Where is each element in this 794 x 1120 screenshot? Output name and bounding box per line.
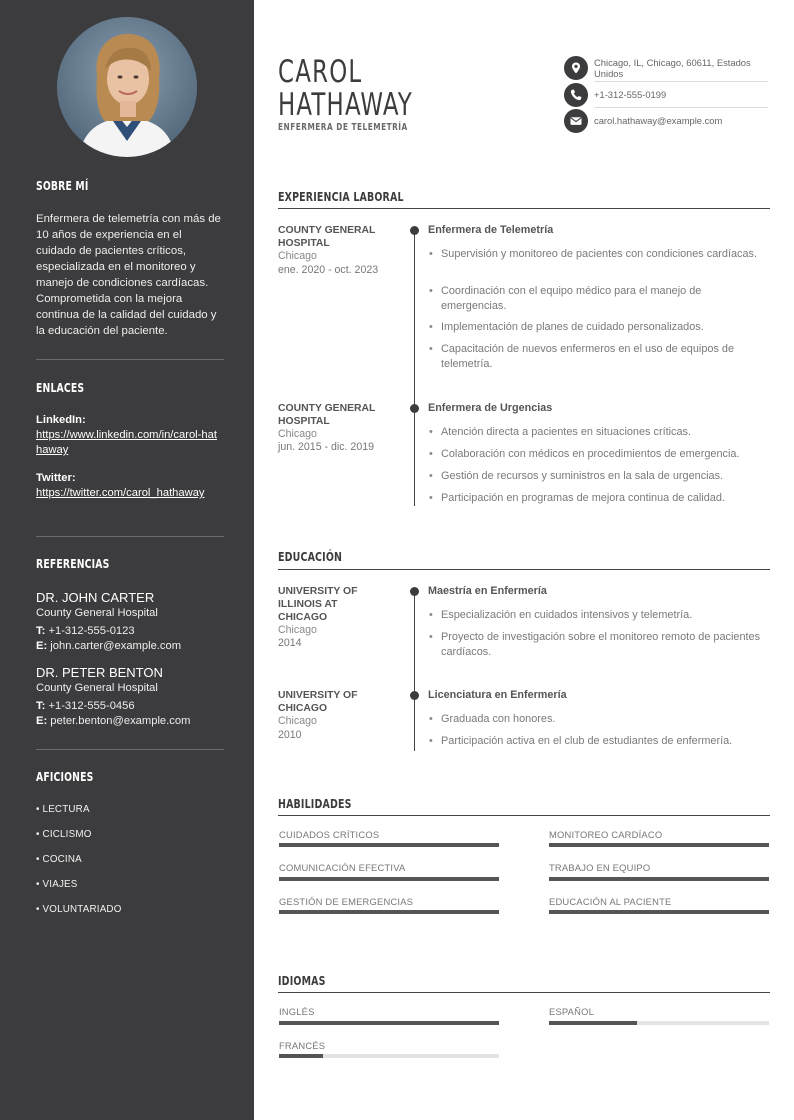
contact-address: Chicago, IL, Chicago, 60611, Estados Unidos	[594, 57, 751, 79]
timeline-dot	[410, 587, 419, 596]
skill-bar	[549, 910, 769, 914]
sidebar-divider	[36, 536, 224, 537]
phone-icon	[564, 83, 588, 107]
job-role: ENFERMERA DE TELEMETRÍA	[278, 122, 408, 133]
skill-bar	[279, 910, 499, 914]
skill-bar-fill	[549, 910, 769, 914]
skill-bar	[549, 877, 769, 881]
timeline-dot	[410, 226, 419, 235]
sidebar-divider	[36, 359, 224, 360]
degree-bullet: • Participación activa en el club de estudiantes de enfermería.	[428, 734, 768, 749]
reference-name: DR. JOHN CARTER	[36, 590, 155, 605]
about-heading: SOBRE MÍ	[36, 179, 89, 193]
language-label: INGLÉS	[279, 1006, 315, 1017]
reference-phone	[36, 625, 135, 637]
reference-org: County General Hospital	[36, 607, 158, 619]
twitter-label: Twitter:	[36, 472, 76, 484]
skills-heading: HABILIDADES	[278, 796, 352, 811]
phone-label: T:	[36, 700, 46, 712]
reference-email-value: john.carter@example.com	[50, 640, 182, 652]
languages-heading: IDIOMAS	[278, 973, 326, 988]
school-name: UNIVERSITY OF ILLINOIS AT CHICAGO	[278, 586, 358, 623]
contact-divider	[594, 107, 768, 108]
contact-email: carol.hathaway@example.com	[594, 115, 723, 126]
job-title: Enfermera de Urgencias	[428, 402, 553, 414]
language-bar-fill	[549, 1021, 637, 1025]
section-rule	[278, 208, 770, 209]
skill-bar	[549, 843, 769, 847]
language-bar-fill	[279, 1021, 499, 1025]
skill-bar-fill	[549, 843, 769, 847]
language-bar	[279, 1054, 499, 1058]
reference-email	[36, 715, 190, 727]
employer-city: Chicago	[278, 428, 317, 440]
section-rule	[278, 569, 770, 570]
email-label: E:	[36, 715, 48, 727]
experience-timeline	[414, 230, 415, 506]
skill-label: MONITOREO CARDÍACO	[549, 829, 663, 840]
email-label: E:	[36, 640, 48, 652]
experience-heading: EXPERIENCIA LABORAL	[278, 189, 404, 204]
references-heading: REFERENCIAS	[36, 557, 110, 571]
language-label: FRANCÉS	[279, 1040, 326, 1051]
employment-dates: ene. 2020 - oct. 2023	[278, 264, 379, 276]
language-bar	[279, 1021, 499, 1025]
hobbies-heading: AFICIONES	[36, 770, 94, 784]
skill-label: CUIDADOS CRÍTICOS	[279, 829, 380, 840]
employer-city: Chicago	[278, 250, 317, 262]
links-heading: ENLACES	[36, 381, 85, 395]
job-bullet: • Participación en programas de mejora continua de calidad.	[428, 491, 768, 506]
job-bullet: • Implementación de planes de cuidado personalizados.	[428, 320, 768, 335]
job-title: Enfermera de Telemetría	[428, 224, 554, 236]
skill-label: COMUNICACIÓN EFECTIVA	[279, 862, 406, 873]
profile-photo	[57, 17, 197, 157]
school-name: UNIVERSITY OF CHICAGO	[278, 690, 358, 714]
skill-bar	[279, 843, 499, 847]
section-rule	[278, 815, 770, 816]
employer-name: COUNTY GENERAL HOSPITAL	[278, 403, 376, 427]
degree-bullet: • Proyecto de investigación sobre el monitoreo remoto de pacientes cardíacos.	[428, 630, 768, 660]
education-heading: EDUCACIÓN	[278, 549, 343, 564]
contact-phone: +1-312-555-0199	[594, 89, 667, 100]
phone-label: T:	[36, 625, 46, 637]
hobby-item: • VOLUNTARIADO	[36, 904, 122, 915]
sidebar	[0, 0, 254, 1120]
skill-bar-fill	[279, 843, 499, 847]
skill-label: TRABAJO EN EQUIPO	[549, 862, 651, 873]
language-bar	[549, 1021, 769, 1025]
degree-title: Licenciatura en Enfermería	[428, 689, 567, 701]
contact-divider	[594, 81, 768, 82]
skill-label: GESTIÓN DE EMERGENCIAS	[279, 896, 414, 907]
employment-dates: jun. 2015 - dic. 2019	[278, 441, 375, 453]
location-pin-icon	[564, 56, 588, 80]
sidebar-divider	[36, 749, 224, 750]
first-name: CAROL	[278, 54, 363, 90]
language-bar-fill	[279, 1054, 323, 1058]
job-bullet: • Atención directa a pacientes en situaciones críticas.	[428, 425, 768, 440]
language-label: ESPAÑOL	[549, 1006, 594, 1017]
graduation-year: 2010	[278, 729, 302, 741]
reference-org: County General Hospital	[36, 682, 158, 694]
degree-title: Maestría en Enfermería	[428, 585, 547, 597]
skill-label: EDUCACIÓN AL PACIENTE	[549, 896, 672, 907]
hobby-item: • LECTURA	[36, 804, 90, 815]
degree-bullet: • Graduada con honores.	[428, 712, 768, 727]
job-bullet: • Colaboración con médicos en procedimientos de emergencia.	[428, 447, 768, 462]
reference-phone	[36, 700, 135, 712]
skill-bar-fill	[279, 877, 499, 881]
skill-bar-fill	[279, 910, 499, 914]
education-timeline	[414, 591, 415, 751]
hobby-item: • CICLISMO	[36, 829, 92, 840]
last-name: HATHAWAY	[278, 87, 413, 123]
linkedin-label: LinkedIn:	[36, 414, 86, 426]
section-rule	[278, 992, 770, 993]
skill-bar-fill	[549, 877, 769, 881]
linkedin-link[interactable]: https://www.linkedin.com/in/carol-hathaway	[36, 429, 217, 456]
reference-phone-value: +1-312-555-0456	[48, 700, 135, 712]
school-city: Chicago	[278, 624, 317, 636]
timeline-dot	[410, 691, 419, 700]
reference-phone-value: +1-312-555-0123	[48, 625, 135, 637]
skill-bar	[279, 877, 499, 881]
job-bullet: • Supervisión y monitoreo de pacientes con condiciones cardíacas.	[428, 247, 768, 262]
graduation-year: 2014	[278, 637, 302, 649]
job-bullet: • Capacitación de nuevos enfermeros en el uso de equipos de telemetría.	[428, 342, 768, 372]
reference-email-value: peter.benton@example.com	[50, 715, 191, 727]
hobby-item: • VIAJES	[36, 879, 78, 890]
employer-name: COUNTY GENERAL HOSPITAL	[278, 225, 376, 249]
reference-name: DR. PETER BENTON	[36, 665, 163, 680]
reference-email	[36, 640, 181, 652]
twitter-link[interactable]: https://twitter.com/carol_hathaway	[36, 487, 205, 499]
about-text: Enfermera de telemetría con más de 10 años de experiencia en el cuidado de pacientes críticos, especializada en el monitoreo y manejo de condiciones cardíacas. Comprometida con la mejora continua de la calidad del cuidado y la educación del paciente.	[36, 213, 221, 337]
hobby-item: • COCINA	[36, 854, 82, 865]
school-city: Chicago	[278, 715, 317, 727]
degree-bullet: • Especialización en cuidados intensivos y telemetría.	[428, 608, 768, 623]
timeline-dot	[410, 404, 419, 413]
email-icon	[564, 109, 588, 133]
job-bullet: • Coordinación con el equipo médico para el manejo de emergencias.	[428, 284, 768, 314]
job-bullet: • Gestión de recursos y suministros en la sala de urgencias.	[428, 469, 768, 484]
